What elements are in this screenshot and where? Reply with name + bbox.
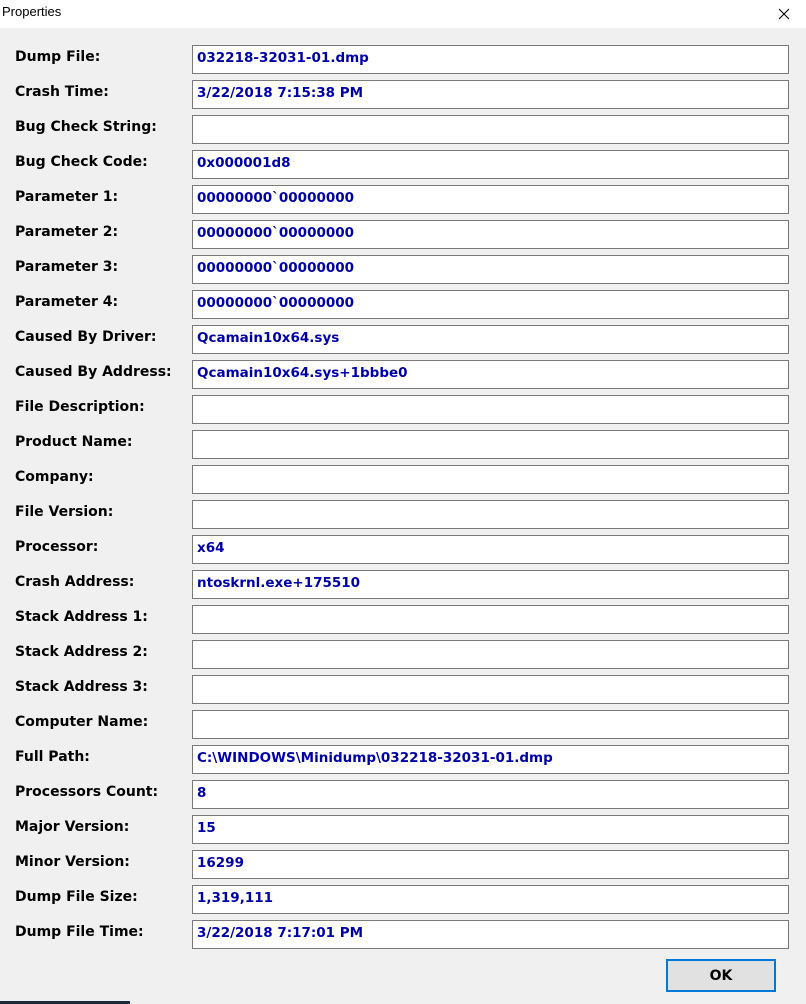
field-row-caused-by-address [0,359,806,394]
field-label-caused-by-driver: Caused By Driver: [15,329,157,345]
field-label-dump-file-size: Dump File Size: [15,889,138,905]
title-bar [0,0,806,28]
field-row-parameter-4 [0,289,806,324]
field-value-file-description[interactable] [192,395,789,424]
field-label-bug-check-string: Bug Check String: [15,119,157,135]
field-row-bug-check-string [0,114,806,149]
close-button[interactable] [762,0,806,28]
field-value-full-path[interactable]: C:\WINDOWS\Minidump\032218-32031-01.dmp [192,745,789,774]
field-value-processors-count[interactable]: 8 [192,780,789,809]
field-row-file-description [0,394,806,429]
field-label-stack-address-2: Stack Address 2: [15,644,148,660]
field-value-bug-check-code[interactable]: 0x000001d8 [192,150,789,179]
field-row-stack-address-2 [0,639,806,674]
field-value-parameter-2[interactable]: 00000000`00000000 [192,220,789,249]
field-value-stack-address-3[interactable] [192,675,789,704]
field-label-caused-by-address: Caused By Address: [15,364,172,380]
field-label-parameter-2: Parameter 2: [15,224,119,240]
field-row-processor [0,534,806,569]
field-label-computer-name: Computer Name: [15,714,149,730]
field-value-processor[interactable]: x64 [192,535,789,564]
field-row-stack-address-1 [0,604,806,639]
close-icon [778,8,790,20]
field-row-full-path [0,744,806,779]
field-value-crash-address[interactable]: ntoskrnl.exe+175510 [192,570,789,599]
field-label-dump-file-time: Dump File Time: [15,924,144,940]
field-row-dump-file-size [0,884,806,919]
field-label-crash-time: Crash Time: [15,84,109,100]
field-label-processors-count: Processors Count: [15,784,159,800]
field-row-dump-file-time [0,919,806,954]
field-label-stack-address-1: Stack Address 1: [15,609,148,625]
field-label-file-description: File Description: [15,399,145,415]
field-value-caused-by-driver[interactable]: Qcamain10x64.sys [192,325,789,354]
field-row-parameter-3 [0,254,806,289]
field-row-computer-name [0,709,806,744]
field-row-file-version [0,499,806,534]
field-row-crash-time [0,79,806,114]
field-label-full-path: Full Path: [15,749,90,765]
field-value-computer-name[interactable] [192,710,789,739]
field-row-parameter-2 [0,219,806,254]
ok-button[interactable]: OK [666,959,776,992]
field-label-product-name: Product Name: [15,434,133,450]
field-value-parameter-4[interactable]: 00000000`00000000 [192,290,789,319]
field-row-product-name [0,429,806,464]
field-row-processors-count [0,779,806,814]
field-value-dump-file-size[interactable]: 1,319,111 [192,885,789,914]
field-value-crash-time[interactable]: 3/22/2018 7:15:38 PM [192,80,789,109]
field-value-stack-address-2[interactable] [192,640,789,669]
field-row-stack-address-3 [0,674,806,709]
field-row-major-version [0,814,806,849]
field-label-parameter-3: Parameter 3: [15,259,119,275]
field-value-product-name[interactable] [192,430,789,459]
field-value-dump-file-time[interactable]: 3/22/2018 7:17:01 PM [192,920,789,949]
field-row-crash-address [0,569,806,604]
field-label-file-version: File Version: [15,504,114,520]
field-label-minor-version: Minor Version: [15,854,130,870]
field-value-bug-check-string[interactable] [192,115,789,144]
field-value-major-version[interactable]: 15 [192,815,789,844]
field-row-minor-version [0,849,806,884]
field-label-parameter-1: Parameter 1: [15,189,119,205]
field-row-bug-check-code [0,149,806,184]
properties-field-list [0,44,806,954]
field-label-company: Company: [15,469,94,485]
field-label-parameter-4: Parameter 4: [15,294,119,310]
field-row-parameter-1 [0,184,806,219]
field-value-dump-file[interactable]: 032218-32031-01.dmp [192,45,789,74]
field-row-dump-file [0,44,806,79]
field-label-bug-check-code: Bug Check Code: [15,154,148,170]
field-label-processor: Processor: [15,539,99,555]
field-value-stack-address-1[interactable] [192,605,789,634]
field-label-dump-file: Dump File: [15,49,101,65]
field-row-caused-by-driver [0,324,806,359]
field-row-company [0,464,806,499]
field-label-crash-address: Crash Address: [15,574,135,590]
field-value-company[interactable] [192,465,789,494]
field-value-caused-by-address[interactable]: Qcamain10x64.sys+1bbbe0 [192,360,789,389]
field-value-minor-version[interactable]: 16299 [192,850,789,879]
field-label-stack-address-3: Stack Address 3: [15,679,148,695]
field-value-parameter-3[interactable]: 00000000`00000000 [192,255,789,284]
field-value-file-version[interactable] [192,500,789,529]
field-label-major-version: Major Version: [15,819,130,835]
field-value-parameter-1[interactable]: 00000000`00000000 [192,185,789,214]
window-title: Properties [2,4,62,19]
